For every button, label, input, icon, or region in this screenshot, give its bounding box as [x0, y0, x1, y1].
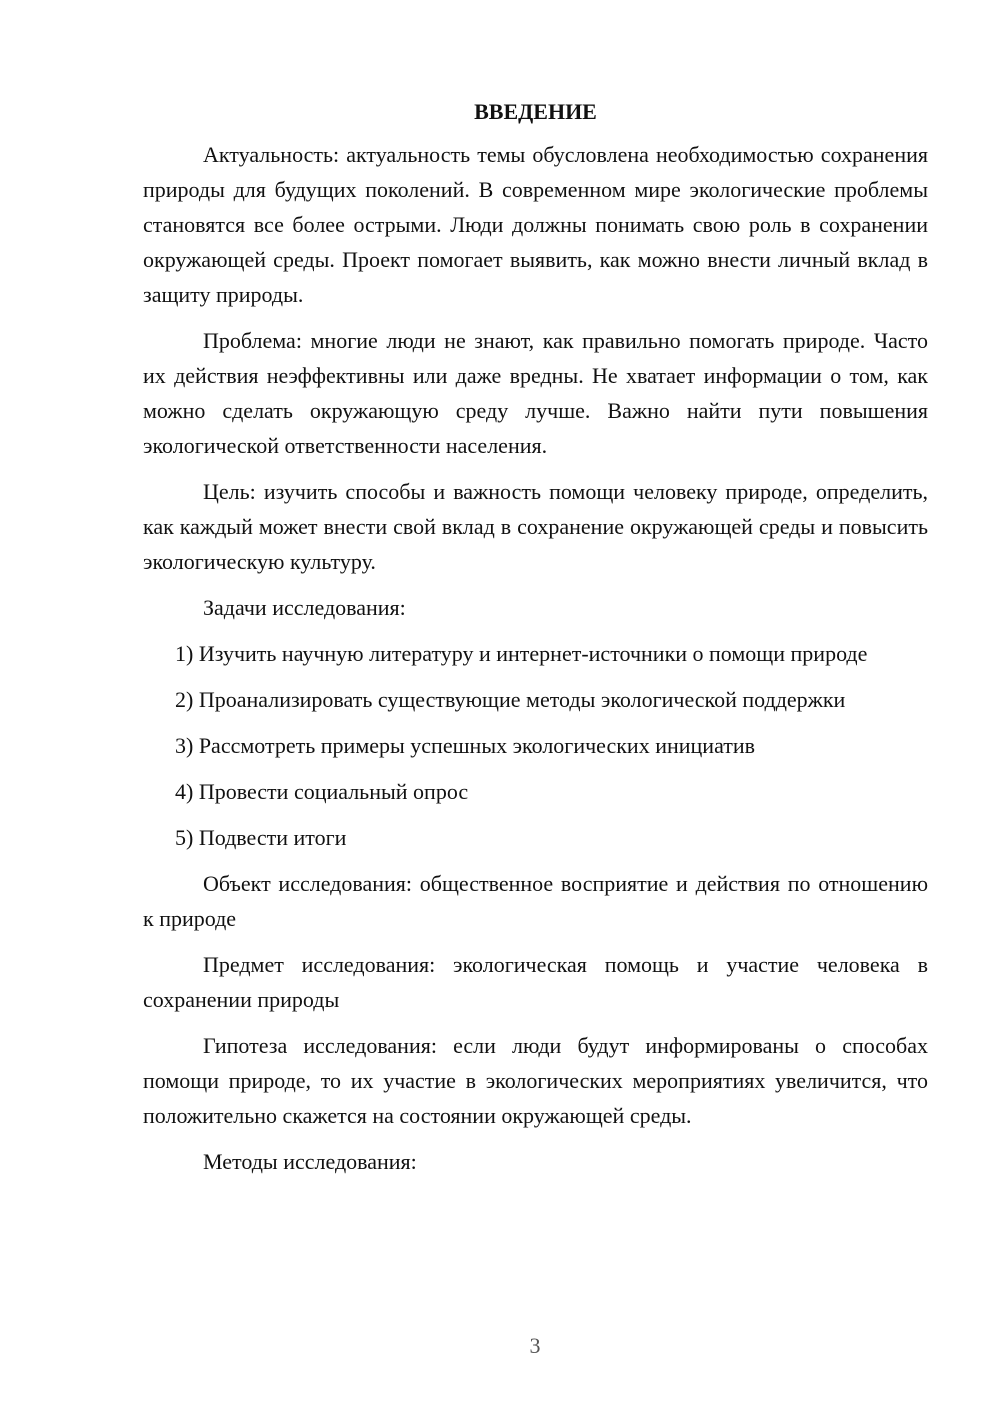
paragraph-subject: Предмет исследования: экологическая помощь и участие человека в сохранении природы — [143, 952, 928, 1012]
page-number: 3 — [529, 1333, 541, 1358]
paragraph-methods-heading: Методы исследования: — [203, 1149, 417, 1174]
list-item-task-3: 3) Рассмотреть примеры успешных экологических инициатив — [175, 733, 756, 758]
list-item-task-1: 1) Изучить научную литературу и интернет-источники о помощи природе — [175, 641, 868, 666]
paragraph-relevance: Актуальность: актуальность темы обусловлена необходимостью сохранения природы для будущих поколений. В современном мире экологические проблемы становятся все более острыми. Люди должны понимать свою роль в сохранении окружающей среды. Проект помогает выявить, как можно внести личный вклад в защиту природы. — [143, 142, 928, 307]
paragraph-goal: Цель: изучить способы и важность помощи человеку природе, определить, как каждый может внести свой вклад в сохранение окружающей среды и повысить экологическую культуру. — [143, 479, 928, 574]
section-title: ВВЕДЕНИЕ — [474, 99, 597, 124]
paragraph-problem: Проблема: многие люди не знают, как правильно помогать природе. Часто их действия неэффективны или даже вредны. Не хватает информации о том, как можно сделать окружающую среду лучше. Важно найти пути повышения экологической ответственности населения. — [143, 328, 928, 458]
paragraph-object: Объект исследования: общественное восприятие и действия по отношению к природе — [143, 871, 928, 931]
list-item-task-5: 5) Подвести итоги — [175, 825, 347, 850]
paragraph-tasks-heading: Задачи исследования: — [203, 595, 406, 620]
list-item-task-2: 2) Проанализировать существующие методы экологической поддержки — [175, 687, 846, 712]
list-item-task-4: 4) Провести социальный опрос — [175, 779, 469, 804]
paragraph-hypothesis: Гипотеза исследования: если люди будут информированы о способах помощи природе, то их участие в экологических мероприятиях увеличится, что положительно скажется на состоянии окружающей среды. — [143, 1033, 928, 1128]
page-content — [143, 94, 928, 1190]
